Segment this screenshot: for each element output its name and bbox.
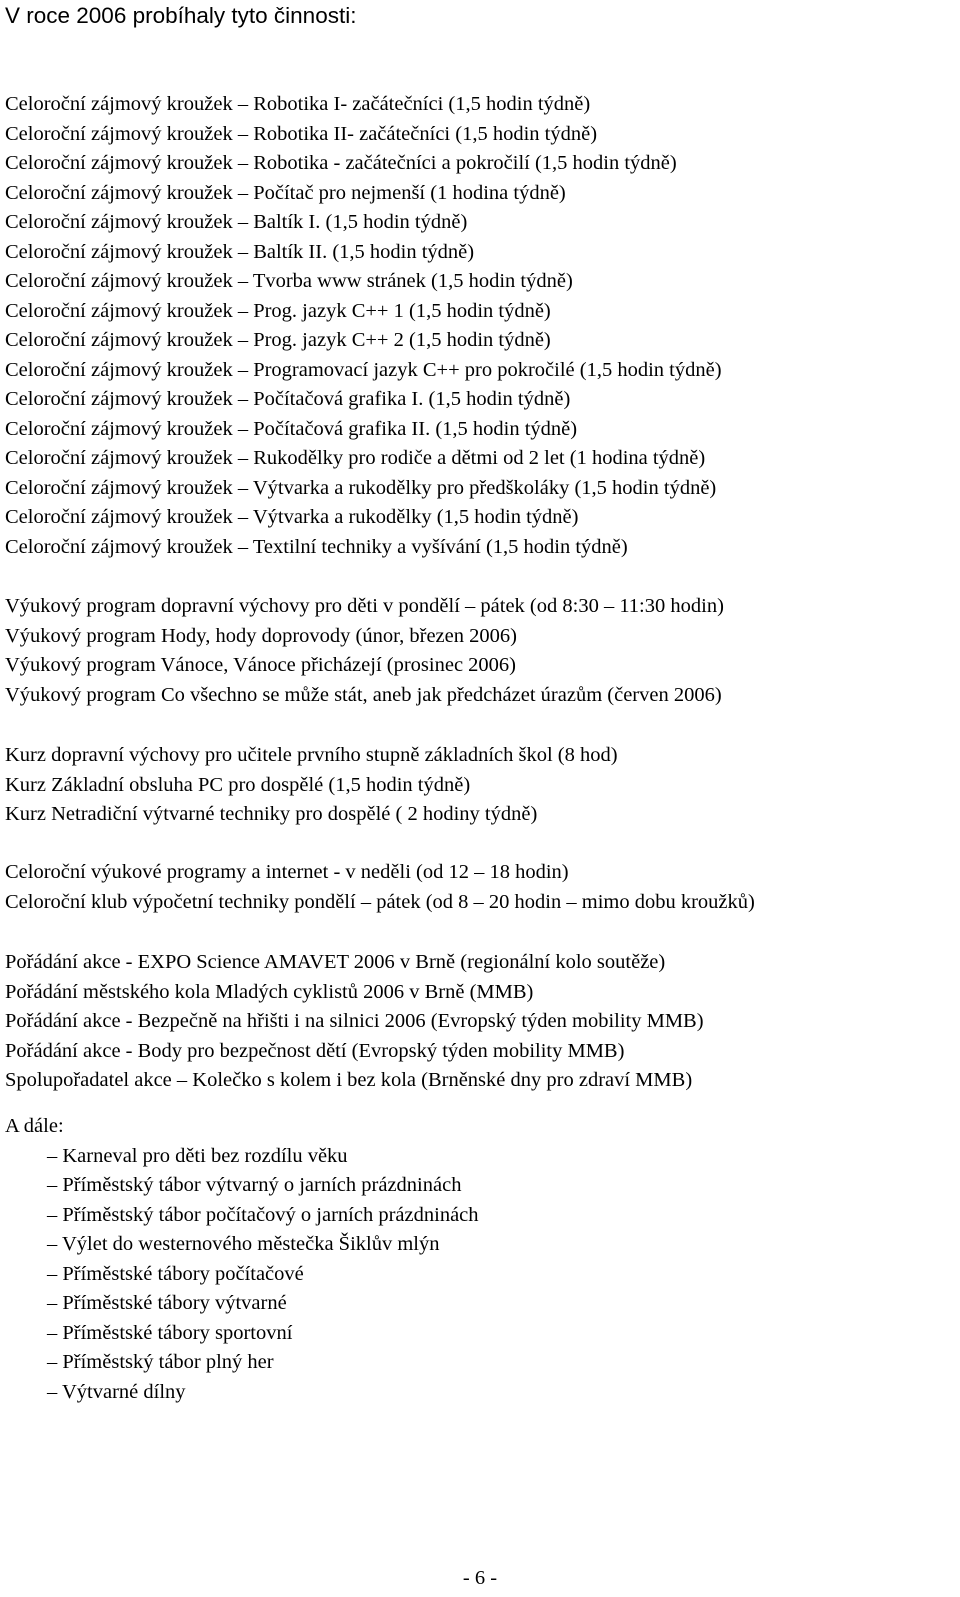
events-list (5, 948, 704, 1096)
club-item: Celoroční zájmový kroužek – Počítačová grafika II. (1,5 hodin týdně) (5, 417, 578, 440)
program-item: Výukový program dopravní výchovy pro děti v pondělí – pátek (od 8:30 – 11:30 hodin) (5, 595, 724, 617)
event-item: Pořádání akce - Body pro bezpečnost dětí (Evropský týden mobility MMB) (5, 1039, 625, 1062)
clubs-list (5, 90, 722, 562)
program-item: Výukový program Hody, hody doprovody (únor, březen 2006) (5, 624, 517, 647)
club-item: Celoroční zájmový kroužek – Počítač pro nejmenší (1 hodina týdně) (5, 181, 566, 204)
also-list (5, 1112, 479, 1407)
program-item: Výukový program Co všechno se může stát, aneb jak předcházet úrazům (červen 2006) (5, 683, 722, 706)
club-item: Celoroční zájmový kroužek – Baltík I. (1,5 hodin týdně) (5, 211, 468, 233)
club-item: Celoroční zájmový kroužek – Prog. jazyk C++ 1 (1,5 hodin týdně) (5, 299, 551, 322)
also-item: – Příměstské tábory sportovní (47, 1321, 293, 1344)
also-item: – Výlet do westernového městečka Šiklův mlýn (47, 1233, 440, 1255)
page-number: - 6 - (462, 1567, 498, 1589)
yearround-list (5, 858, 755, 917)
also-item: – Příměstský tábor výtvarný o jarních prázdninách (47, 1174, 462, 1196)
club-item: Celoroční zájmový kroužek – Programovací jazyk C++ pro pokročilé (1,5 hodin týdně) (5, 358, 722, 381)
course-item: Kurz Základní obsluha PC pro dospělé (1,5 hodin týdně) (5, 773, 471, 796)
also-label: A dále: (5, 1115, 64, 1137)
also-item: – Výtvarné dílny (47, 1380, 186, 1403)
club-item: Celoroční zájmový kroužek – Baltík II. (1,5 hodin týdně) (5, 240, 475, 263)
yearround-item: Celoroční výukové programy a internet - v neděli (od 12 – 18 hodin) (5, 861, 569, 883)
course-item: Kurz dopravní výchovy pro učitele prvního stupně základních škol (8 hod) (5, 744, 618, 766)
also-item: – Příměstské tábory výtvarné (47, 1292, 287, 1314)
club-item: Celoroční zájmový kroužek – Výtvarka a rukodělky (1,5 hodin týdně) (5, 506, 579, 528)
page-heading: V roce 2006 probíhaly tyto činnosti: (5, 3, 357, 28)
club-item: Celoroční zájmový kroužek – Robotika II- začátečníci (1,5 hodin týdně) (5, 122, 598, 145)
yearround-item: Celoroční klub výpočetní techniky pondělí – pátek (od 8 – 20 hodin – mimo dobu kroužků) (5, 890, 755, 913)
club-item: Celoroční zájmový kroužek – Robotika - začátečníci a pokročilí (1,5 hodin týdně) (5, 152, 677, 174)
club-item: Celoroční zájmový kroužek – Výtvarka a rukodělky pro předškoláky (1,5 hodin týdně) (5, 476, 717, 499)
also-item: – Karneval pro děti bez rozdílu věku (47, 1144, 348, 1167)
also-item: – Příměstský tábor počítačový o jarních prázdninách (47, 1203, 479, 1226)
event-item: Pořádání akce - Bezpečně na hřišti i na silnici 2006 (Evropský týden mobility MMB) (5, 1010, 704, 1032)
also-item: – Příměstský tábor plný her (47, 1351, 274, 1373)
also-item: – Příměstské tábory počítačové (47, 1262, 304, 1285)
course-item: Kurz Netradiční výtvarné techniky pro dospělé ( 2 hodiny týdně) (5, 803, 538, 825)
club-item: Celoroční zájmový kroužek – Tvorba www stránek (1,5 hodin týdně) (5, 270, 573, 292)
club-item: Celoroční zájmový kroužek – Rukodělky pro rodiče a dětmi od 2 let (1 hodina týdně) (5, 447, 706, 469)
club-item: Celoroční zájmový kroužek – Textilní techniky a vyšívání (1,5 hodin týdně) (5, 535, 628, 558)
club-item: Celoroční zájmový kroužek – Prog. jazyk C++ 2 (1,5 hodin týdně) (5, 329, 551, 351)
program-item: Výukový program Vánoce, Vánoce přicházejí (prosinec 2006) (5, 654, 516, 676)
programs-list (5, 592, 724, 710)
club-item: Celoroční zájmový kroužek – Robotika I- začátečníci (1,5 hodin týdně) (5, 93, 591, 115)
event-item: Spolupořadatel akce – Kolečko s kolem i bez kola (Brněnské dny pro zdraví MMB) (5, 1069, 693, 1091)
courses-list (5, 741, 618, 830)
event-item: Pořádání městského kola Mladých cyklistů 2006 v Brně (MMB) (5, 980, 534, 1003)
club-item: Celoroční zájmový kroužek – Počítačová grafika I. (1,5 hodin týdně) (5, 388, 571, 410)
event-item: Pořádání akce - EXPO Science AMAVET 2006 v Brně (regionální kolo soutěže) (5, 951, 666, 973)
